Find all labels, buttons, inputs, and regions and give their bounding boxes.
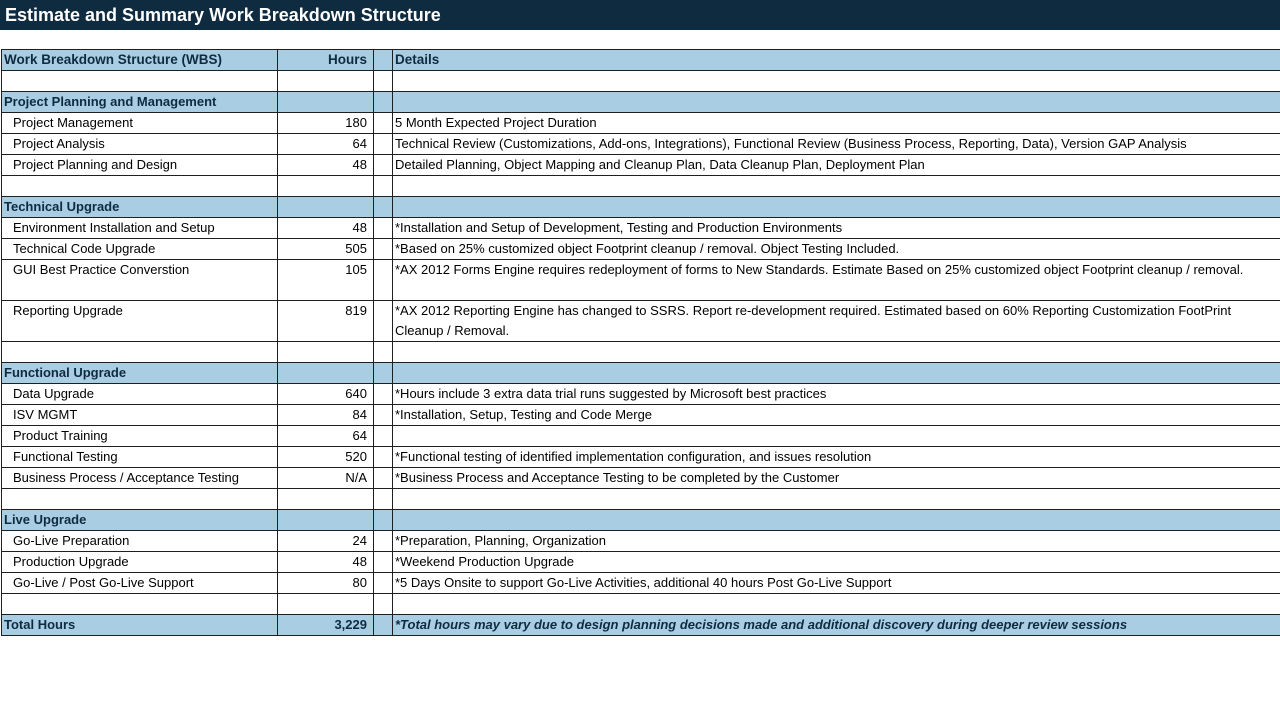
spacer-cell [374,615,393,636]
task-details: *Preparation, Planning, Organization [393,531,1280,552]
spacer-cell [374,155,393,176]
sheet-title: Estimate and Summary Work Breakdown Structure [0,0,1280,30]
section-label: Technical Upgrade [2,197,278,218]
task-hours: 48 [278,155,374,176]
task-label: Go-Live Preparation [2,531,278,552]
task-label: Go-Live / Post Go-Live Support [2,573,278,594]
task-label [2,176,278,197]
task-hours: 180 [278,113,374,134]
blank-row [2,342,1280,363]
task-hours: N/A [278,468,374,489]
table-row [2,155,1280,176]
task-details [393,197,1280,218]
section-row [2,363,1280,384]
task-hours: 640 [278,384,374,405]
spacer-cell [374,176,393,197]
task-details: *AX 2012 Forms Engine requires redeployment of forms to New Standards. Estimate Based on 25% customized object Footprint cleanup / removal. [393,260,1280,301]
task-label: Production Upgrade [2,552,278,573]
spacer-cell [374,468,393,489]
table-row [2,573,1280,594]
task-label: Project Analysis [2,134,278,155]
task-details: Technical Review (Customizations, Add-ons, Integrations), Functional Review (Business Process, Reporting, Data), Version GAP Analysis [393,134,1280,155]
header-hours: Hours [278,50,374,71]
spacer-cell [374,260,393,301]
task-hours [278,92,374,113]
total-hours: 3,229 [278,615,374,636]
task-hours: 84 [278,405,374,426]
task-label: Functional Testing [2,447,278,468]
task-label: Reporting Upgrade [2,301,278,342]
spacer-cell [374,134,393,155]
task-hours: 819 [278,301,374,342]
task-details: *Installation and Setup of Development, Testing and Production Environments [393,218,1280,239]
task-hours [278,176,374,197]
total-label: Total Hours [2,615,278,636]
task-details [393,176,1280,197]
task-hours: 48 [278,218,374,239]
spacer-cell [374,594,393,615]
task-label: GUI Best Practice Converstion [2,260,278,301]
table-row [2,134,1280,155]
task-label: Project Management [2,113,278,134]
spacer-cell [374,301,393,342]
spacer-cell [374,489,393,510]
task-details [393,71,1280,92]
task-hours [278,594,374,615]
task-details [393,363,1280,384]
task-details: *5 Days Onsite to support Go-Live Activities, additional 40 hours Post Go-Live Support [393,573,1280,594]
spacer-cell [374,239,393,260]
task-label [2,342,278,363]
table-row [2,447,1280,468]
task-label: Business Process / Acceptance Testing [2,468,278,489]
task-label [2,71,278,92]
task-hours [278,510,374,531]
task-hours [278,71,374,92]
table-row [2,384,1280,405]
spacer-cell [374,342,393,363]
blank-row [2,176,1280,197]
task-details: *Business Process and Acceptance Testing to be completed by the Customer [393,468,1280,489]
table-row [2,218,1280,239]
spacer-cell [374,552,393,573]
section-row [2,197,1280,218]
task-details [393,594,1280,615]
header-details: Details [393,50,1280,71]
task-details: *Hours include 3 extra data trial runs suggested by Microsoft best practices [393,384,1280,405]
spacer-cell [374,447,393,468]
blank-row [2,489,1280,510]
task-details: *Based on 25% customized object Footprint cleanup / removal. Object Testing Included. [393,239,1280,260]
task-label: Product Training [2,426,278,447]
task-hours: 520 [278,447,374,468]
task-hours: 48 [278,552,374,573]
table-row [2,239,1280,260]
table-row [2,552,1280,573]
spacer-cell [374,426,393,447]
blank-row [2,71,1280,92]
spacer-cell [374,71,393,92]
spacer-cell [374,573,393,594]
spacer-cell [374,384,393,405]
task-details [393,342,1280,363]
task-label: Data Upgrade [2,384,278,405]
task-hours: 80 [278,573,374,594]
task-label [2,594,278,615]
spacer-cell [374,197,393,218]
task-hours: 105 [278,260,374,301]
header-spacer [374,50,393,71]
table-row [2,260,1280,301]
table-row [2,426,1280,447]
spacer-cell [374,218,393,239]
section-label: Functional Upgrade [2,363,278,384]
table-row [2,405,1280,426]
spacer-cell [374,92,393,113]
task-details: *AX 2012 Reporting Engine has changed to SSRS. Report re-development required. Estimated based on 60% Reporting Customization FootPrint Cleanup / Removal. [393,301,1280,342]
section-row [2,510,1280,531]
task-details [393,510,1280,531]
spacer-cell [374,510,393,531]
task-label: ISV MGMT [2,405,278,426]
task-label [2,489,278,510]
blank-row [2,594,1280,615]
task-details [393,426,1280,447]
table-row [2,468,1280,489]
total-row [2,615,1280,636]
task-details: 5 Month Expected Project Duration [393,113,1280,134]
table-row [2,531,1280,552]
task-details: *Functional testing of identified implementation configuration, and issues resolution [393,447,1280,468]
table-row [2,113,1280,134]
spacer-cell [374,405,393,426]
section-label: Live Upgrade [2,510,278,531]
total-note: *Total hours may vary due to design planning decisions made and additional discovery during deeper review sessions [393,615,1280,636]
task-hours: 64 [278,426,374,447]
task-label: Technical Code Upgrade [2,239,278,260]
task-hours [278,197,374,218]
header-row [2,50,1280,71]
task-hours: 64 [278,134,374,155]
spacer-cell [374,531,393,552]
task-details: *Installation, Setup, Testing and Code Merge [393,405,1280,426]
task-hours [278,489,374,510]
spacer-cell [374,113,393,134]
header-wbs: Work Breakdown Structure (WBS) [2,50,278,71]
task-label: Project Planning and Design [2,155,278,176]
section-label: Project Planning and Management [2,92,278,113]
task-hours: 505 [278,239,374,260]
task-details: *Weekend Production Upgrade [393,552,1280,573]
task-hours [278,363,374,384]
task-label: Environment Installation and Setup [2,218,278,239]
table-row [2,301,1280,342]
wbs-table [1,49,1280,636]
task-details: Detailed Planning, Object Mapping and Cleanup Plan, Data Cleanup Plan, Deployment Plan [393,155,1280,176]
spacer-cell [374,363,393,384]
task-hours: 24 [278,531,374,552]
task-details [393,489,1280,510]
section-row [2,92,1280,113]
task-hours [278,342,374,363]
task-details [393,92,1280,113]
